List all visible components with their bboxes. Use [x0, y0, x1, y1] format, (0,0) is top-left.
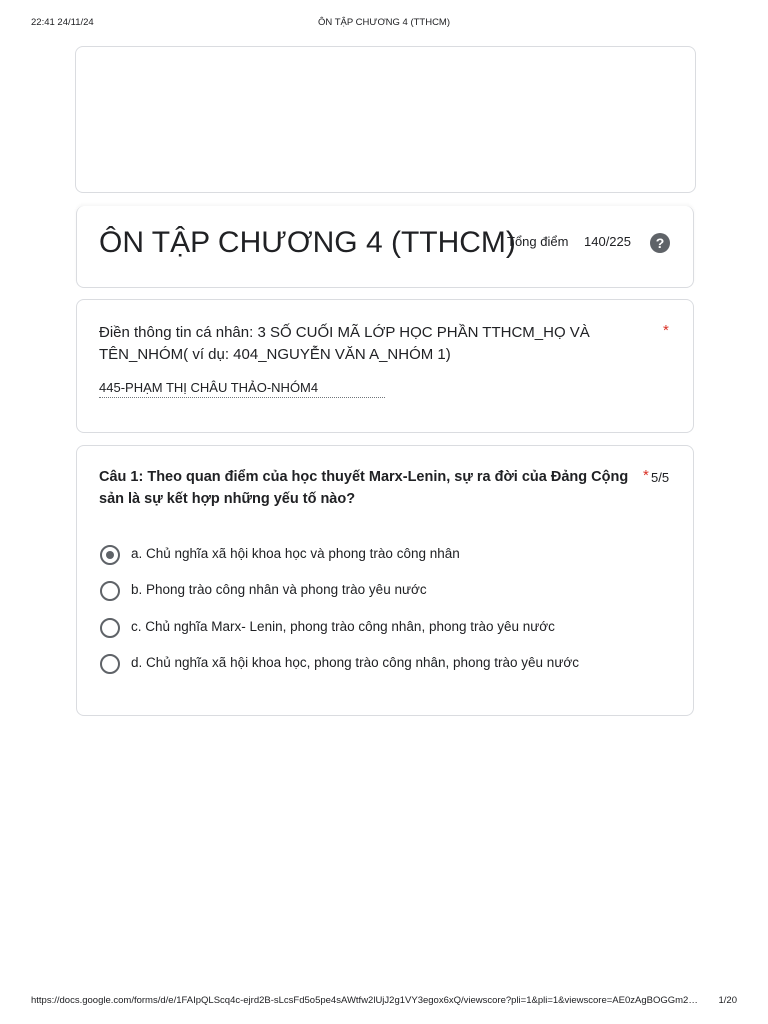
option-b[interactable] [100, 581, 660, 603]
option-c[interactable] [100, 618, 660, 640]
radio-button[interactable] [100, 618, 120, 638]
option-c-label: c. Chủ nghĩa Marx- Lenin, phong trào công nhân, phong trào yêu nước [131, 619, 555, 634]
required-asterisk: * [663, 322, 669, 339]
form-title-card [76, 206, 694, 288]
page-url: https://docs.google.com/forms/d/e/1FAIpQLScq4c-ejrd2B-sLcsFd5o5pe4sAWtfw2lUjJ2g1VY3egox6xQ/viewscore?pli=1&pli=1&viewscore=AE0zAgBOGGm2zA [31, 995, 699, 1006]
personal-info-answer: 445-PHẠM THỊ CHÂU THẢO-NHÓM4 [99, 380, 385, 398]
required-asterisk: * [643, 467, 649, 484]
question-1-card [76, 445, 694, 716]
question-mark-circle-icon[interactable]: ? [650, 233, 670, 253]
total-score-label: Tổng điểm [507, 234, 569, 249]
option-d-label: d. Chủ nghĩa xã hội khoa học, phong trào công nhân, phong trào yêu nước [131, 655, 579, 670]
form-banner-card [75, 46, 696, 193]
option-b-label: b. Phong trào công nhân và phong trào yêu nước [131, 582, 427, 597]
radio-button[interactable] [100, 581, 120, 601]
personal-info-question-text: Điền thông tin cá nhân: 3 SỐ CUỐI MÃ LỚP HỌC PHẦN TTHCM_HỌ VÀ TÊN_NHÓM( ví dụ: 404_NGUYỄN VĂN A_NHÓM 1) [99, 324, 590, 363]
print-header [0, 17, 768, 31]
option-a-label: a. Chủ nghĩa xã hội khoa học và phong trào công nhân [131, 546, 460, 561]
question-1-text: Câu 1: Theo quan điểm của học thuyết Marx-Lenin, sự ra đời của Đảng Cộng sản là sự kết hợp những yếu tố nào? [99, 469, 629, 507]
question-1-points: 5/5 [651, 470, 670, 485]
page-number: 1/20 [718, 995, 737, 1006]
radio-button[interactable] [100, 654, 120, 674]
print-timestamp: 22:41 24/11/24 [31, 17, 94, 28]
total-score-value: 140/225 [584, 234, 631, 249]
option-d[interactable] [100, 654, 660, 676]
print-document-title: ÔN TẬP CHƯƠNG 4 (TTHCM) [317, 17, 451, 28]
form-title: ÔN TẬP CHƯƠNG 4 (TTHCM) [99, 226, 516, 259]
print-footer [0, 995, 768, 1009]
radio-button-selected[interactable] [100, 545, 120, 565]
personal-info-question-card [76, 299, 694, 433]
option-a[interactable] [100, 545, 660, 567]
